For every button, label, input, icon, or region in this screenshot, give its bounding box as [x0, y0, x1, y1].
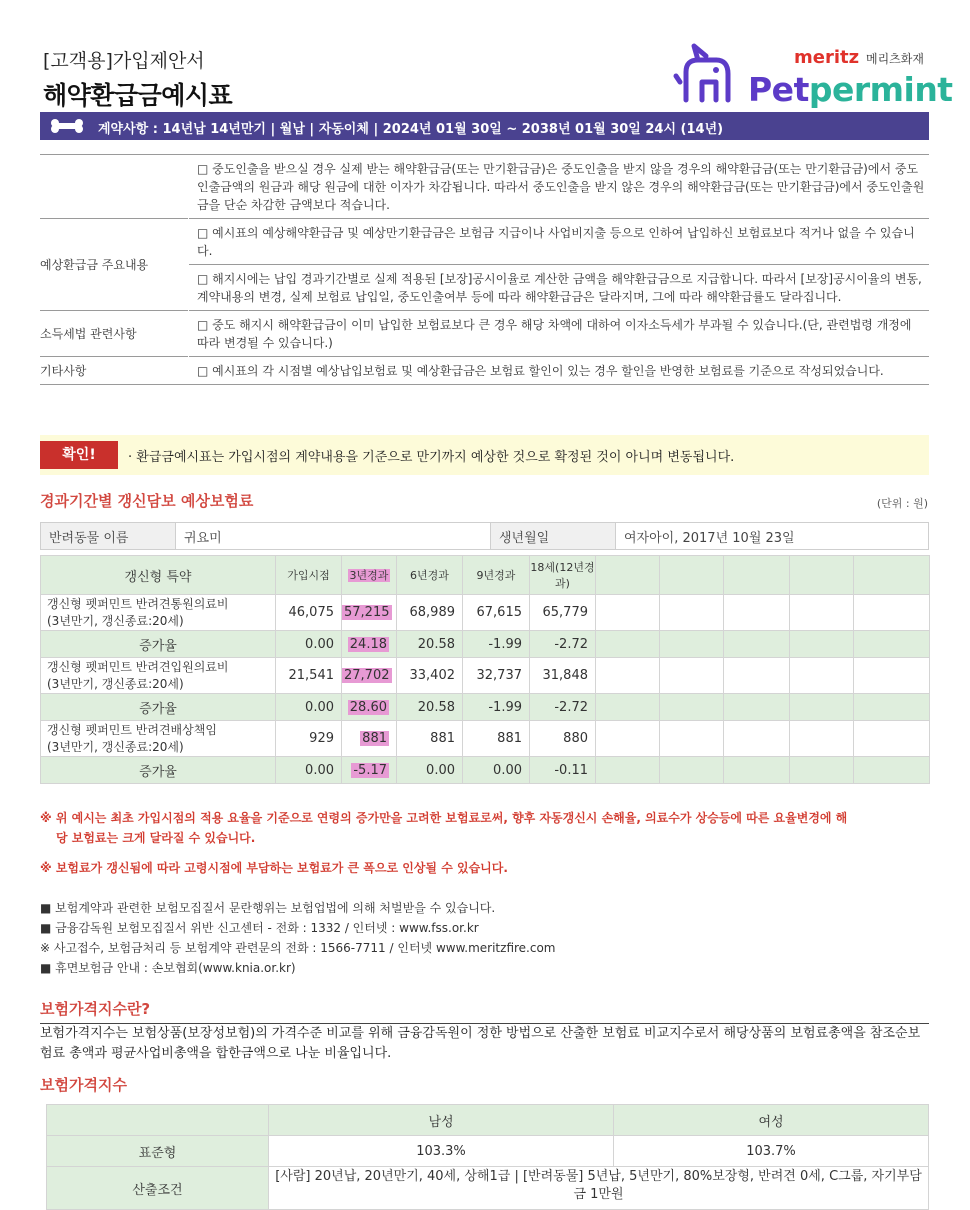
renewal-premium-table — [40, 555, 930, 784]
confirm-badge: 확인! — [40, 441, 118, 469]
meritz-brand-korean: 메리츠화재 — [866, 52, 924, 66]
header-empty — [790, 556, 854, 595]
premium-value: 929 — [276, 721, 342, 757]
header-rider: 갱신형 특약 — [41, 556, 276, 595]
empty-cell — [596, 631, 660, 658]
empty-cell — [854, 757, 930, 784]
premium-value: 65,779 — [530, 595, 596, 631]
contract-summary-bar — [40, 112, 929, 140]
rider-name — [41, 658, 276, 694]
rate-value: -2.72 — [530, 631, 596, 658]
rate-value-highlight: 24.18 — [349, 636, 387, 652]
premium-value-highlight: 57,215 — [344, 605, 390, 620]
price-index-question: 보험가격지수란? — [40, 1000, 151, 1018]
rider-name-line1: 갱신형 펫퍼민트 반려견통원의료비 — [47, 596, 229, 611]
warning-line2: 당 보험료는 크게 달라질 수 있습니다. — [56, 831, 256, 845]
table-row — [41, 721, 930, 757]
empty-cell — [790, 631, 854, 658]
info-content: □ 예시표의 예상해약환급금 및 예상만기환급금은 보험금 지급이나 사업비지출 등으로 인하여 납입하신 보험료보다 적거나 없을 수 있습니다. — [189, 219, 930, 265]
premium-value-highlight: 881 — [362, 731, 387, 746]
empty-cell — [596, 757, 660, 784]
legal-notice: ■ 보험계약과 관련한 보험모집질서 문란행위는 보험업법에 의해 처벌받을 수 있습니다. — [40, 901, 496, 915]
premium-section-title: 경과기간별 갱신담보 예상보험료 — [40, 492, 254, 510]
rate-row — [41, 694, 930, 721]
premium-increase-warning: ※ 보험료가 갱신됨에 따라 고령시점에 부담하는 보험료가 큰 폭으로 인상될 수 있습니다. — [40, 861, 508, 875]
premium-value: 31,848 — [530, 658, 596, 694]
rate-value: 0.00 — [276, 757, 342, 784]
empty-cell — [660, 595, 724, 631]
info-content: □ 예시표의 각 시점별 예상납입보험료 및 예상환급금은 보험료 할인이 있는 경우 할인을 반영한 보험료를 기준으로 작성되었습니다. — [189, 357, 930, 385]
empty-cell — [854, 694, 930, 721]
rider-name — [41, 595, 276, 631]
price-index-title: 보험가격지수 — [40, 1076, 127, 1094]
rate-row — [41, 631, 930, 658]
empty-cell — [790, 757, 854, 784]
table-row — [41, 658, 930, 694]
empty-cell — [660, 658, 724, 694]
standard-male-value: 103.3% — [269, 1136, 614, 1167]
confirm-text: · 환급금예시표는 가입시점의 계약내용을 기준으로 만기까지 예상한 것으로 확정된 것이 아니며 변동됩니다. — [128, 450, 735, 465]
header-empty — [854, 556, 930, 595]
condition-value: [사람] 20년납, 20년만기, 40세, 상해1급 | [반려동물] 5년납, 5년만기, 80%보장형, 반려견 0세, C그룹, 자기부담금 1만원 — [269, 1167, 929, 1210]
info-content: □ 중도인출을 받으실 경우 실제 받는 해약환급금(또는 만기환급금)은 중도인출을 받지 않을 경우의 해약환급금(또는 만기환급금)에서 중도인출금액의 원금과 해당 원금에 대한 이자가 차감됩니다. 따라서 중도인출을 받지 않은 경우의 해약환급금(또는 만기환급금)에서 중도인출원금을 단순 차감한 금액보다 적습니다. — [189, 155, 930, 219]
rate-label: 증가율 — [41, 631, 276, 658]
premium-value — [342, 595, 397, 631]
meritz-brand: meritz — [794, 47, 860, 68]
rider-name — [41, 721, 276, 757]
rider-name-line2: (3년만기, 갱신종료:20세) — [47, 613, 184, 628]
info-content: □ 해지시에는 납입 경과기간별로 실제 적용된 [보장]공시이율로 계산한 금액을 해약환급금으로 지급합니다. 따라서 [보장]공시이율의 변동, 계약내용의 변경, 실제 보험료 납입일, 중도인출여부 등에 따라 해약환급금은 달라지며, 그에 따라 해약환급률도 달라집니다. — [189, 265, 930, 311]
rate-value — [342, 631, 397, 658]
price-index-description: 보험가격지수는 보험상품(보장성보험)의 가격수준 비교를 위해 금융감독원이 정한 방법으로 산출한 보험료 비교지수로서 해당상품의 보험료총액을 참조순보험료 총액과 평균사업비총액을 합한금액으로 나눈 비율입니다. — [40, 1023, 929, 1064]
rate-value: 0.00 — [276, 694, 342, 721]
standard-female-value: 103.7% — [614, 1136, 929, 1167]
logo-permint-text: permint — [808, 70, 953, 109]
rate-value: -1.99 — [463, 631, 530, 658]
empty-cell — [790, 694, 854, 721]
birth-value: 여자아이, 2017년 10월 23일 — [616, 523, 929, 550]
document-title: 해약환급금예시표 — [43, 81, 233, 110]
info-label-empty — [40, 155, 189, 219]
header-empty — [660, 556, 724, 595]
empty-cell — [596, 694, 660, 721]
rate-label: 증가율 — [41, 757, 276, 784]
header-empty — [596, 556, 660, 595]
empty-cell — [660, 631, 724, 658]
empty-cell — [660, 757, 724, 784]
premium-value — [342, 658, 397, 694]
confirm-notice — [40, 435, 929, 475]
logo-pet-text: Pet — [748, 70, 809, 109]
empty-cell — [47, 1105, 269, 1136]
unit-label: (단위 : 원) — [876, 497, 928, 510]
rate-label: 증가율 — [41, 694, 276, 721]
premium-value: 67,615 — [463, 595, 530, 631]
bone-icon — [50, 119, 84, 133]
header-9y: 9년경과 — [463, 556, 530, 595]
rate-value — [342, 757, 397, 784]
rate-value-highlight: -5.17 — [353, 762, 387, 778]
header-empty — [724, 556, 790, 595]
petpermint-logo — [748, 70, 953, 109]
rate-value: 0.00 — [276, 631, 342, 658]
info-label: 예상환급금 주요내용 — [40, 219, 189, 311]
birth-label: 생년월일 — [491, 523, 616, 550]
premium-change-warning — [40, 808, 929, 848]
rider-name-line1: 갱신형 펫퍼민트 반려견입원의료비 — [47, 659, 229, 674]
pet-name-label: 반려동물 이름 — [41, 523, 176, 550]
rate-value-highlight: 28.60 — [349, 699, 387, 715]
empty-cell — [596, 721, 660, 757]
rider-name-line2: (3년만기, 갱신종료:20세) — [47, 739, 184, 754]
info-content: □ 중도 해지시 해약환급금이 이미 납입한 보험료보다 큰 경우 해당 차액에 대하여 이자소득세가 부과될 수 있습니다.(단, 관련법령 개정에 따라 변경될 수 있습니다.) — [189, 311, 930, 357]
premium-value: 32,737 — [463, 658, 530, 694]
header-3y-text: 3년경과 — [349, 569, 389, 582]
contract-details: 계약사항 : 14년납 14년만기 | 월납 | 자동이체 | 2024년 01월 30일 ~ 2038년 01월 30일 24시 (14년) — [98, 122, 724, 137]
info-label: 기타사항 — [40, 357, 189, 385]
female-header: 여성 — [614, 1105, 929, 1136]
header-signup: 가입시점 — [276, 556, 342, 595]
warning-line1: ※ 위 예시는 최초 가입시점의 적용 요율을 기준으로 연령의 증가만을 고려한 보험료로써, 향후 자동갱신시 손해율, 의료수가 상승등에 따른 요율변경에 해 — [40, 811, 848, 825]
empty-cell — [790, 595, 854, 631]
dog-logo-icon — [672, 42, 736, 104]
header-18: 18세(12년경과) — [530, 556, 596, 595]
empty-cell — [724, 757, 790, 784]
legal-notice: ※ 사고접수, 보험금처리 등 보험계약 관련문의 전화 : 1566-7711 / 인터넷 www.meritzfire.com — [40, 941, 556, 955]
header-6y: 6년경과 — [397, 556, 463, 595]
legal-notices — [40, 898, 929, 978]
premium-value: 880 — [530, 721, 596, 757]
pet-info-table — [40, 522, 929, 550]
empty-cell — [854, 595, 930, 631]
empty-cell — [660, 721, 724, 757]
premium-value — [342, 721, 397, 757]
rate-value: 0.00 — [463, 757, 530, 784]
rate-row — [41, 757, 930, 784]
empty-cell — [724, 658, 790, 694]
empty-cell — [596, 595, 660, 631]
refund-info-table — [40, 154, 929, 385]
premium-value: 46,075 — [276, 595, 342, 631]
empty-cell — [660, 694, 724, 721]
empty-cell — [724, 694, 790, 721]
table-row — [41, 595, 930, 631]
empty-cell — [790, 721, 854, 757]
empty-cell — [790, 658, 854, 694]
empty-cell — [724, 595, 790, 631]
premium-value: 33,402 — [397, 658, 463, 694]
price-index-table — [46, 1104, 929, 1210]
rate-value: 0.00 — [397, 757, 463, 784]
premium-value: 21,541 — [276, 658, 342, 694]
rider-name-line2: (3년만기, 갱신종료:20세) — [47, 676, 184, 691]
empty-cell — [854, 658, 930, 694]
empty-cell — [854, 631, 930, 658]
premium-value: 68,989 — [397, 595, 463, 631]
rate-value — [342, 694, 397, 721]
header-3y — [342, 556, 397, 595]
rider-name-line1: 갱신형 펫퍼민트 반려견배상책임 — [47, 722, 217, 737]
standard-label: 표준형 — [47, 1136, 269, 1167]
rate-value: -1.99 — [463, 694, 530, 721]
empty-cell — [596, 658, 660, 694]
rate-value: -2.72 — [530, 694, 596, 721]
legal-notice: ■ 금융감독원 보험모집질서 위반 신고센터 - 전화 : 1332 / 인터넷 : www.fss.or.kr — [40, 921, 479, 935]
premium-value: 881 — [397, 721, 463, 757]
rate-value: 20.58 — [397, 631, 463, 658]
empty-cell — [724, 721, 790, 757]
rate-value: 20.58 — [397, 694, 463, 721]
premium-value: 881 — [463, 721, 530, 757]
pet-name-value: 귀요미 — [176, 523, 491, 550]
male-header: 남성 — [269, 1105, 614, 1136]
info-label: 소득세법 관련사항 — [40, 311, 189, 357]
premium-value-highlight: 27,702 — [344, 668, 390, 683]
document-type: [고객용]가입제안서 — [43, 50, 205, 72]
rate-value: -0.11 — [530, 757, 596, 784]
empty-cell — [724, 631, 790, 658]
empty-cell — [854, 721, 930, 757]
condition-label: 산출조건 — [47, 1167, 269, 1210]
legal-notice: ■ 휴면보험금 안내 : 손보협회(www.knia.or.kr) — [40, 961, 296, 975]
